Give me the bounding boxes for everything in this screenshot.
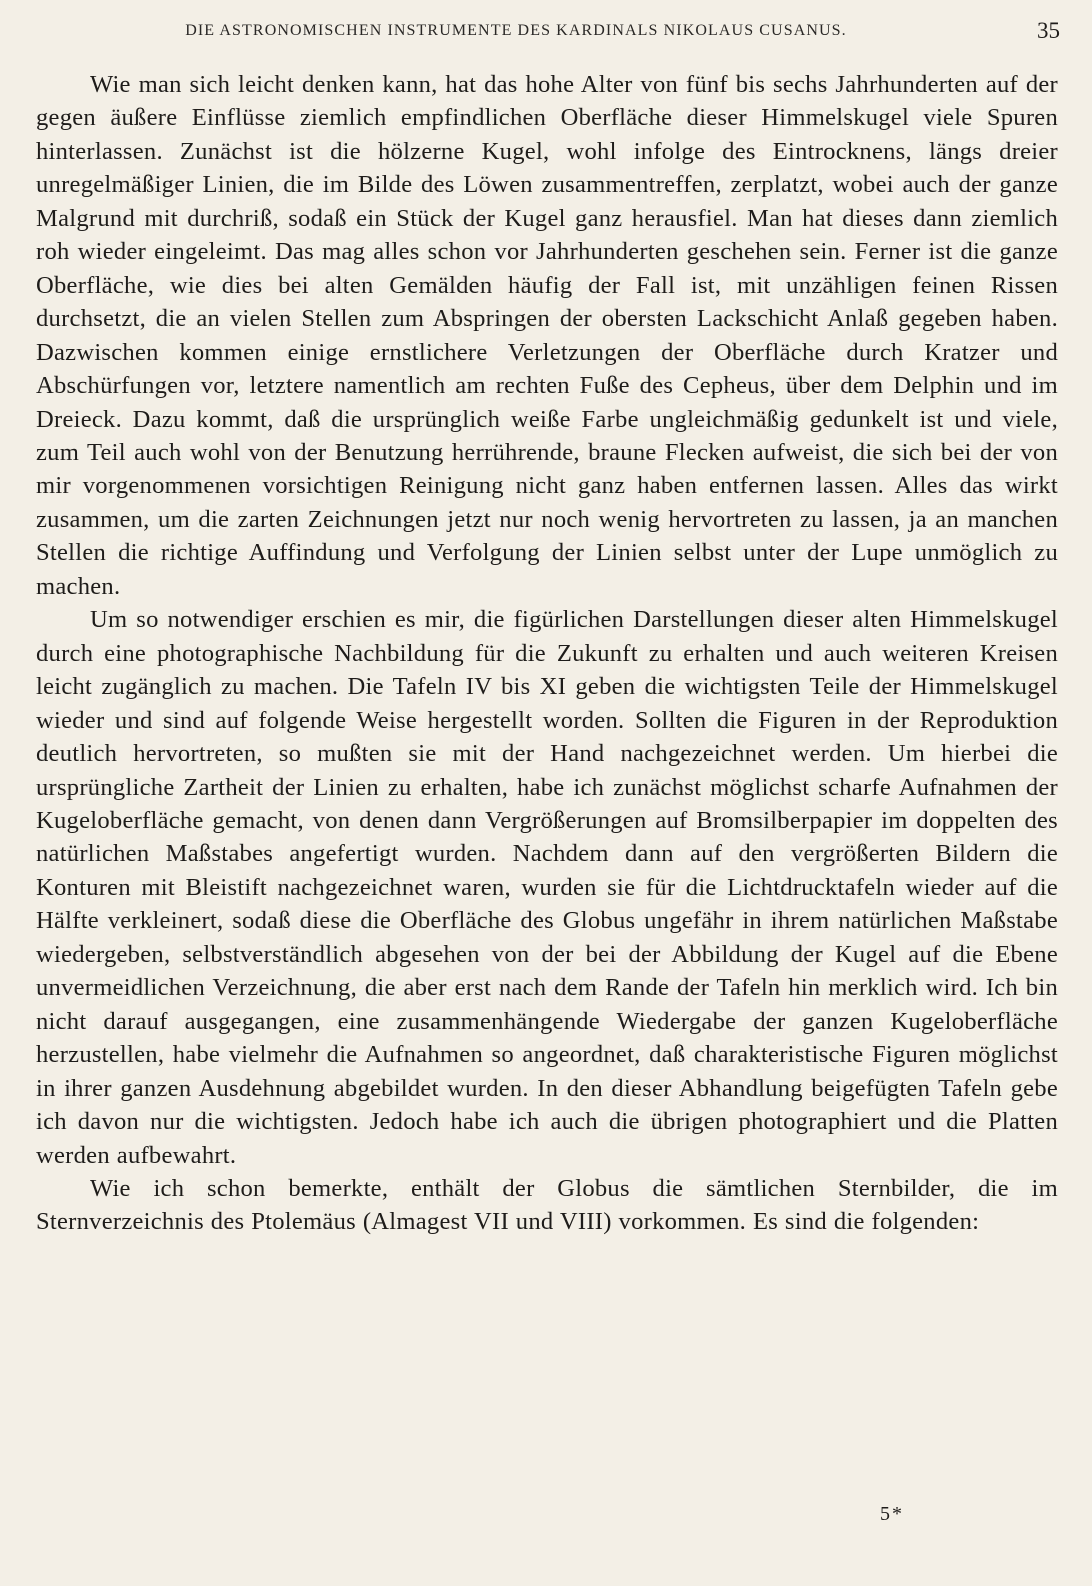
paragraph-photographic-reproduction: Um so notwendiger erschien es mir, die figürlichen Darstellungen dieser alten Himmelskugel durch eine photographische Nachbildung für die Zukunft zu erhalten und auch weiteren Kreisen leicht zugänglich zu machen. Die Tafeln IV bis XI geben die wichtigsten Teile der Himmelskugel wieder und sind auf folgende Weise hergestellt worden. Sollten die Figuren in der Reproduktion deutlich hervortreten, so mußten sie mit der Hand nachgezeichnet werden. Um hierbei die ursprüngliche Zartheit der Linien zu erhalten, habe ich zunächst möglichst scharfe Aufnahmen der Kugeloberfläche gemacht, von denen dann Vergrößerungen auf Bromsilberpapier im doppelten des natürlichen Maßstabes angefertigt wurden. Nachdem dann auf den vergrößerten Bildern die Konturen mit Bleistift nachgezeichnet waren, wurden sie für die Lichtdrucktafeln wieder auf die Hälfte verkleinert, sodaß diese die Oberfläche des Globus ungefähr in ihrem natürlichen Maßstabe wiedergeben, selbstverständlich abgesehen von der bei der Abbildung der Kugel auf die Ebene unvermeidlichen Verzeichnung, die aber erst nach dem Rande der Tafeln hin merklich wird. Ich bin nicht darauf ausgegangen, eine zusammenhängende Wiedergabe der ganzen Kugeloberfläche herzustellen, habe vielmehr die Aufnahmen so angeordnet, daß charakteristische Figuren möglichst in ihrer ganzen Ausdehnung abgebildet wurden. In den dieser Abhandlung beigefügten Tafeln gebe ich davon nur die wichtigsten. Jedoch habe ich auch die übrigen photographiert und die Platten werden aufbewahrt. xyxy=(36,606,1058,1169)
page-number: 35 xyxy=(1037,18,1060,43)
signature-mark: 5* xyxy=(880,1503,904,1525)
paragraph-damage-description: Wie man sich leicht denken kann, hat das hohe Alter von fünf bis sechs Jahrhunderten auf der gegen äußere Einflüsse ziemlich empfindlichen Oberfläche dieser Himmelskugel viele Spuren hinterlassen. Zunächst ist die hölzerne Kugel, wohl infolge des Eintrocknens, längs dreier unregelmäßiger Linien, die im Bilde des Löwen zusammentreffen, zerplatzt, wobei auch der ganze Malgrund mit durchriß, sodaß ein Stück der Kugel ganz herausfiel. Man hat dieses dann ziemlich roh wieder eingeleimt. Das mag alles schon vor Jahrhunderten geschehen sein. Ferner ist die ganze Oberfläche, wie dies bei alten Gemälden häufig der Fall ist, mit unzähligen feinen Rissen durchsetzt, die an vielen Stellen zum Abspringen der obersten Lackschicht Anlaß gegeben haben. Dazwischen kommen einige ernstlichere Verletzungen der Oberfläche durch Kratzer und Abschürfungen vor, letztere namentlich am rechten Fuße des Cepheus, über dem Delphin und im Dreieck. Dazu kommt, daß die ursprünglich weiße Farbe ungleichmäßig gedunkelt ist und viele, zum Teil auch wohl von der Benutzung herrührende, braune Flecken aufweist, die sich bei der von mir vorgenommenen vorsichtigen Reinigung nicht ganz haben entfernen lassen. Alles das wirkt zusammen, um die zarten Zeichnungen jetzt nur noch wenig hervortreten zu lassen, ja an manchen Stellen die richtige Auffindung und Verfolgung der Linien selbst unter der Lupe unmöglich zu machen. xyxy=(36,71,1058,600)
body-text xyxy=(36,68,1058,1239)
running-title: DIE ASTRONOMISCHEN INSTRUMENTE DES KARDINALS NIKOLAUS CUSANUS. xyxy=(185,22,847,39)
running-head xyxy=(36,18,1060,44)
paragraph-constellation-list-intro: Wie ich schon bemerkte, enthält der Globus die sämtlichen Sternbilder, die im Sternverzeichnis des Ptolemäus (Almagest VII und VIII) vorkommen. Es sind die folgenden: xyxy=(36,1174,1058,1236)
